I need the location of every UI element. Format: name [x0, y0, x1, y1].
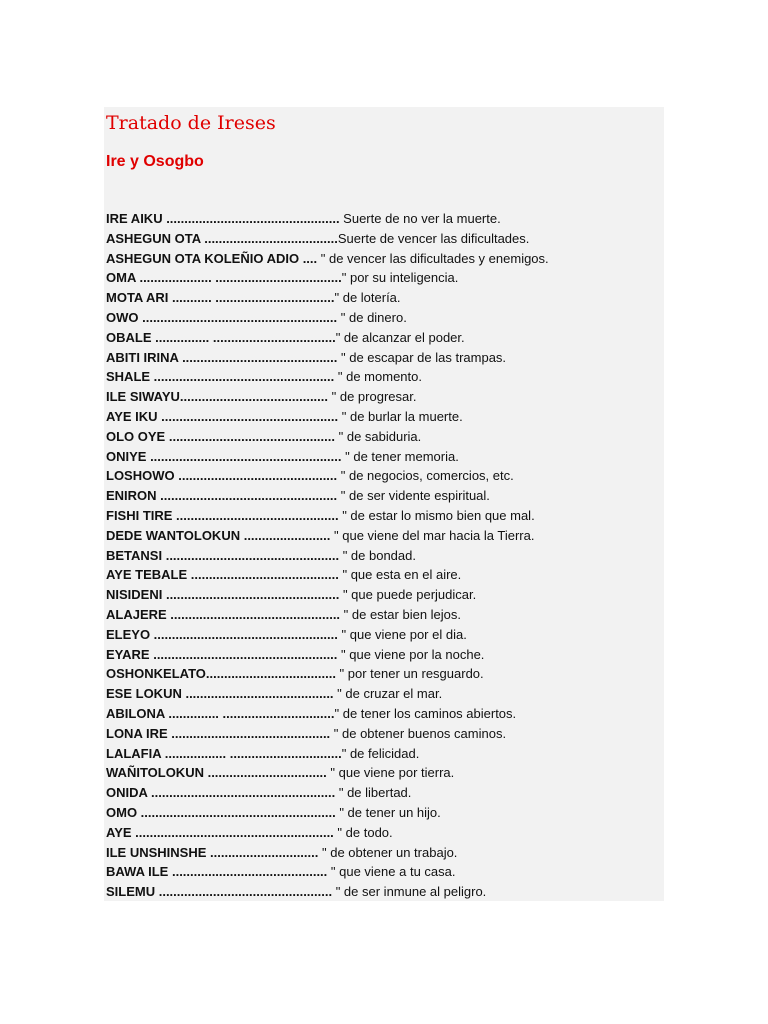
entry-term: ESE LOKUN .........................................: [106, 686, 334, 702]
entry-term: LONA IRE ............................................: [106, 725, 331, 741]
list-item: [106, 605, 662, 625]
list-item: [106, 645, 662, 665]
entry-description: " por tener un resguardo.: [335, 666, 484, 682]
entry-description: " de negocios, comercios, etc.: [337, 468, 514, 484]
document-title: Tratado de Ireses: [106, 112, 276, 134]
list-item: [106, 229, 662, 249]
entry-description: " de progresar.: [328, 389, 417, 405]
list-item: [106, 565, 662, 585]
entry-term: OWO ......................................................: [106, 309, 338, 325]
entry-description: " que viene del mar hacia la Tierra.: [330, 527, 535, 543]
list-item: [106, 387, 662, 407]
entry-description: " de obtener buenos caminos.: [330, 725, 507, 741]
entry-description: " de bondad.: [339, 547, 416, 563]
entry-term: NISIDENI ................................................: [106, 587, 340, 603]
entry-description: " de estar lo mismo bien que mal.: [338, 507, 535, 523]
entry-description: " de dinero.: [337, 309, 407, 325]
entry-list: [106, 209, 662, 902]
list-item: [106, 585, 662, 605]
list-item: [106, 823, 662, 843]
entry-term: IRE AIKU ................................................: [106, 211, 340, 226]
list-item: [106, 486, 662, 506]
entry-term: OMA .................... ...................................: [106, 270, 342, 286]
entry-description: " de lotería.: [334, 290, 401, 306]
list-item: [106, 704, 662, 724]
entry-term: LALAFIA ................. ...............................: [106, 745, 342, 761]
entry-description: " de obtener un trabajo.: [318, 844, 458, 860]
list-item: [106, 803, 662, 823]
entry-description: " de felicidad.: [341, 745, 420, 761]
entry-term: ASHEGUN OTA .....................................: [106, 230, 338, 246]
entry-description: Suerte de vencer las dificultades.: [337, 230, 530, 246]
list-item: [106, 328, 662, 348]
list-item: [106, 447, 662, 467]
entry-term: SILEMU ................................................: [106, 884, 333, 900]
list-item: [106, 783, 662, 803]
entry-description: " de burlar la muerte.: [338, 408, 463, 424]
entry-description: " de escapar de las trampas.: [337, 349, 507, 365]
entry-description: " de sabiduria.: [335, 428, 422, 444]
entry-term: SHALE ..................................................: [106, 369, 335, 385]
entry-term: BETANSI ................................................: [106, 547, 340, 563]
list-item: [106, 288, 662, 308]
entry-term: ENIRON .................................................: [106, 488, 338, 504]
entry-description: " de ser vidente espiritual.: [337, 488, 490, 504]
list-item: [106, 407, 662, 427]
list-item: [106, 308, 662, 328]
list-item: [106, 843, 662, 863]
entry-term: AYE IKU .................................................: [106, 408, 339, 424]
list-item: [106, 625, 662, 645]
entry-description: " de tener memoria.: [341, 448, 459, 464]
entry-term: ILE UNSHINSHE ..............................: [106, 844, 319, 860]
list-item: [106, 664, 662, 684]
entry-description: " de tener un hijo.: [335, 804, 441, 820]
list-item: [106, 348, 662, 368]
entry-description: " que viene por el dia.: [337, 626, 467, 642]
entry-description: " de libertad.: [335, 785, 412, 801]
entry-description: Suerte de no ver la muerte.: [339, 211, 501, 226]
entry-term: OBALE ............... ..................................: [106, 329, 336, 345]
list-item: [106, 763, 662, 783]
entry-term: EYARE ...................................................: [106, 646, 338, 662]
entry-description: " de vencer las dificultades y enemigos.: [317, 250, 549, 266]
entry-term: MOTA ARI ........... .................................: [106, 290, 335, 306]
entry-description: " que viene por la noche.: [337, 646, 485, 662]
list-item: [106, 506, 662, 526]
entry-description: " de ser inmune al peligro.: [332, 884, 487, 900]
entry-term: ABILONA .............. ...............................: [106, 705, 335, 721]
list-item: [106, 268, 662, 288]
entry-term: WAÑITOLOKUN .................................: [106, 765, 327, 781]
entry-description: " de tener los caminos abiertos.: [334, 705, 517, 721]
entry-description: " de estar bien lejos.: [340, 606, 462, 622]
entry-term: DEDE WANTOLOKUN ........................: [106, 527, 331, 543]
entry-description: " de todo.: [333, 824, 393, 840]
entry-description: " de cruzar el mar.: [333, 686, 443, 702]
entry-term: FISHI TIRE .............................................: [106, 507, 339, 523]
list-item: [106, 724, 662, 744]
list-item: [106, 466, 662, 486]
entry-term: ABITI IRINA ...........................................: [106, 349, 338, 365]
entry-term: ALAJERE ...............................................: [106, 606, 341, 622]
list-item: [106, 427, 662, 447]
entry-description: " que viene por tierra.: [326, 765, 455, 781]
entry-term: BAWA ILE ...........................................: [106, 864, 328, 880]
list-item: [106, 862, 662, 882]
entry-term: LOSHOWO ............................................: [106, 468, 338, 484]
list-item: [106, 882, 662, 902]
entry-description: " que esta en el aire.: [338, 567, 462, 583]
entry-term: AYE .......................................................: [106, 824, 334, 840]
list-item: [106, 684, 662, 704]
entry-term: ONIYE .....................................................: [106, 448, 342, 464]
entry-term: ASHEGUN OTA KOLEÑIO ADIO ....: [106, 250, 318, 266]
list-item: [106, 546, 662, 566]
list-item: [106, 744, 662, 764]
document-subtitle: Ire y Osogbo: [106, 153, 204, 170]
entry-term: OLO OYE ..............................................: [106, 428, 335, 444]
entry-term: OSHONKELATO....................................: [106, 666, 336, 682]
list-item: [106, 209, 662, 229]
entry-term: ONIDA ...................................................: [106, 785, 336, 801]
entry-term: ILE SIWAYU.........................................: [106, 389, 329, 405]
entry-description: " de momento.: [334, 369, 422, 385]
entry-term: AYE TEBALE .........................................: [106, 567, 339, 583]
list-item: [106, 367, 662, 387]
list-item: [106, 526, 662, 546]
entry-term: OMO ......................................................: [106, 804, 336, 820]
entry-description: " de alcanzar el poder.: [335, 329, 465, 345]
entry-description: " que puede perjudicar.: [339, 587, 477, 603]
entry-term: ELEYO ...................................................: [106, 626, 338, 642]
list-item: [106, 249, 662, 269]
entry-description: " por su inteligencia.: [341, 270, 459, 286]
entry-description: " que viene a tu casa.: [327, 864, 456, 880]
